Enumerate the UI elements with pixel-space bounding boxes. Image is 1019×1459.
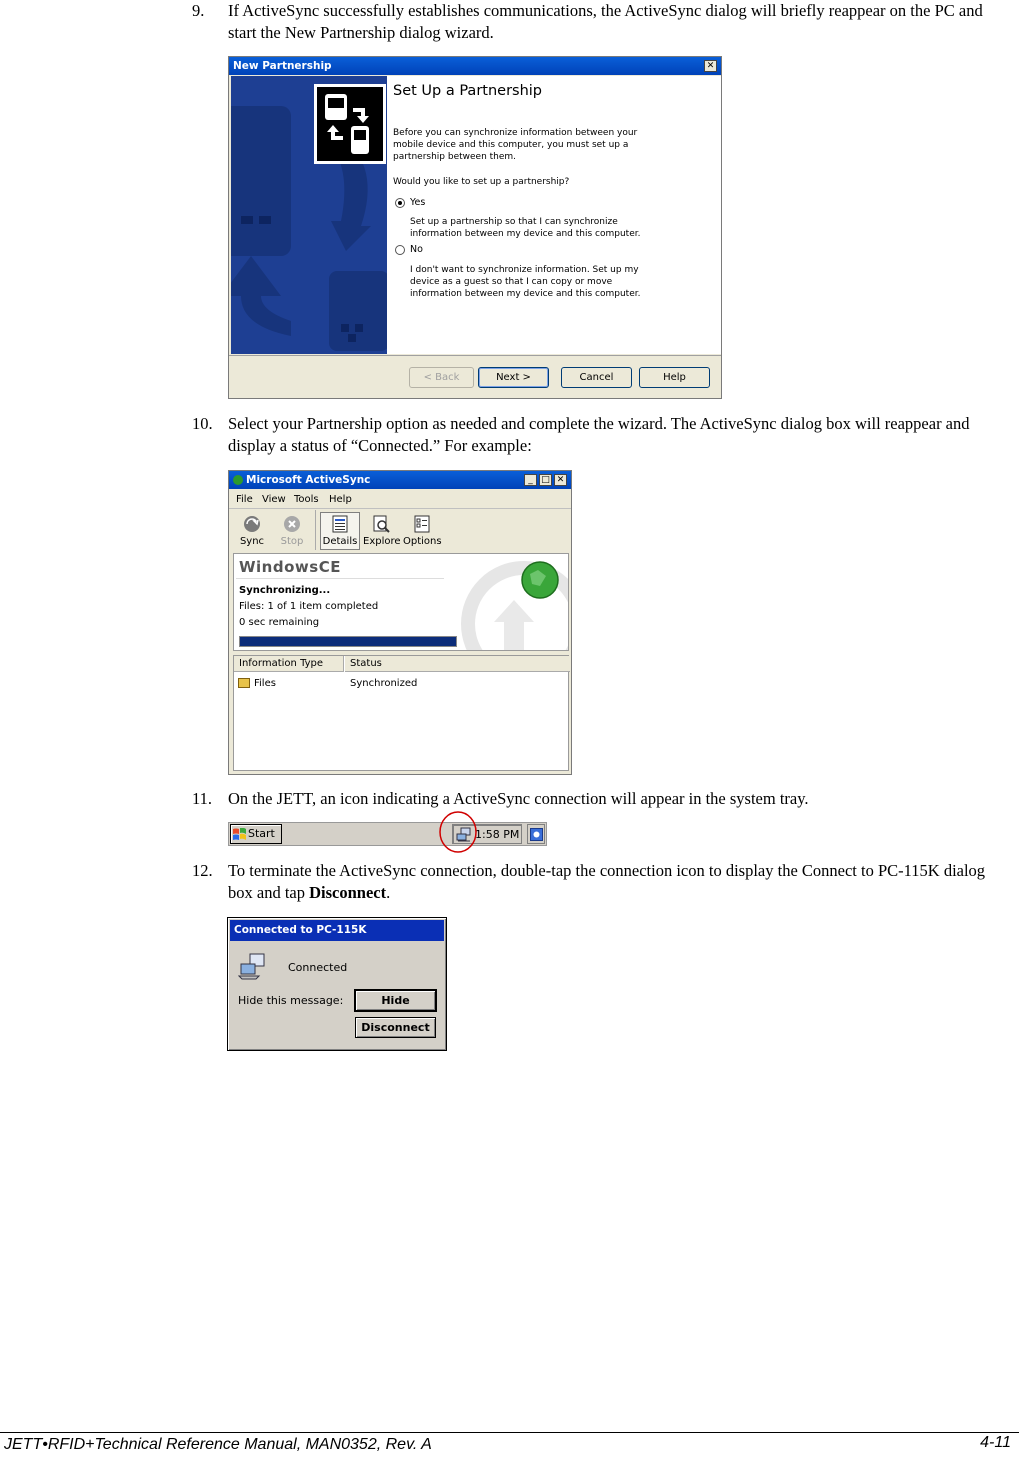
sync-watermark-icon (444, 554, 569, 651)
yes-description: Set up a partnership so that I can synchronize information between my device and this computer. (410, 217, 641, 239)
row-status: Synchronized (350, 678, 418, 689)
close-icon[interactable]: ✕ (554, 474, 567, 486)
progress-fill (240, 637, 456, 646)
sync-icon (243, 515, 261, 533)
step-number: 9. (192, 1, 205, 20)
disconnect-button[interactable]: Disconnect (355, 1017, 436, 1038)
page-number: 4-11 (980, 1434, 1011, 1451)
stop-button[interactable] (275, 513, 309, 549)
highlight-circle (438, 810, 478, 854)
step-text: Select your Partnership option as needed and complete the wizard. The ActiveSync dialog box will reappear and display a status of “Connected.” For example: (228, 414, 970, 455)
no-description: I don't want to synchronize information. Set up my device as a guest so that I can copy or move information between my device and this computer. (410, 265, 641, 299)
windows-logo-icon (233, 828, 246, 840)
divider (229, 355, 722, 356)
step-11 (192, 788, 1012, 810)
stop-label: Stop (280, 536, 304, 547)
toolbar (229, 510, 572, 552)
menu-file[interactable]: File (236, 494, 253, 505)
connected-device-icon (238, 952, 268, 980)
progress-bar (239, 636, 457, 647)
step-text-end: . (386, 883, 391, 902)
explore-button[interactable] (363, 513, 399, 549)
step-number: 11. (192, 789, 213, 808)
dialog-title: Connected to PC-115K (234, 924, 367, 936)
footer-rule (0, 1432, 1019, 1433)
sync-label: Sync (239, 536, 265, 547)
options-button[interactable] (403, 513, 441, 549)
footer-manual-title: JETT•RFID+Technical Reference Manual, MAN0352, Rev. A (4, 1436, 432, 1453)
wizard-heading: Set Up a Partnership (393, 83, 543, 99)
window-titlebar (229, 57, 721, 75)
device-name: WindowsCE (239, 558, 341, 576)
table-row[interactable] (234, 676, 570, 692)
step-number: 12. (192, 861, 213, 880)
explore-icon (372, 515, 390, 533)
step-text: If ActiveSync successfully establishes communications, the ActiveSync dialog will briefly reappear on the PC and start the New Partnership dialog wizard. (228, 1, 983, 42)
connection-status: Connected (288, 961, 348, 974)
hide-button[interactable]: Hide (355, 990, 436, 1011)
maximize-icon[interactable]: □ (539, 474, 552, 486)
hide-message-label: Hide this message: (238, 994, 344, 1007)
sync-button[interactable] (235, 513, 269, 549)
step-text: On the JETT, an icon indicating a ActiveSync connection will appear in the system tray. (228, 789, 809, 808)
start-button[interactable] (230, 824, 282, 844)
options-icon (413, 515, 431, 533)
no-radio[interactable] (395, 245, 405, 255)
step-text-part: To terminate the ActiveSync connection, double-tap the connection icon to display the Connect to PC-115K dialog box and tap (228, 861, 986, 902)
start-label: Start (248, 827, 275, 840)
divider (236, 578, 444, 579)
yes-label[interactable]: Yes (410, 197, 426, 208)
back-button[interactable]: < Back (409, 367, 474, 388)
wizard-art-panel (231, 76, 387, 354)
files-icon (238, 678, 250, 688)
window-title: Microsoft ActiveSync (246, 474, 371, 486)
status-title: Synchronizing... (239, 585, 331, 596)
details-label: Details (322, 536, 358, 547)
wizard-intro: Before you can synchronize information between your mobile device and this computer, you must set up a partnership between them. (393, 128, 638, 162)
row-type: Files (254, 678, 276, 689)
wizard-question: Would you like to set up a partnership? (393, 177, 570, 187)
menu-bar (229, 490, 572, 509)
menu-tools[interactable]: Tools (294, 494, 319, 505)
files-status: Files: 1 of 1 item completed (239, 601, 379, 612)
yes-radio[interactable] (395, 198, 405, 208)
activesync-window (228, 470, 572, 775)
menu-view[interactable]: View (262, 494, 286, 505)
step-9 (192, 0, 1012, 44)
column-header-status[interactable]: Status (345, 656, 570, 672)
device-sync-illustration (231, 76, 387, 354)
status-panel (233, 553, 569, 651)
step-text-bold: Disconnect (309, 883, 387, 902)
new-partnership-window (228, 56, 722, 399)
details-icon (331, 515, 349, 533)
menu-help[interactable]: Help (329, 494, 352, 505)
step-text (228, 860, 1012, 904)
window-titlebar (229, 471, 571, 489)
sync-list (233, 655, 569, 771)
cancel-button[interactable]: Cancel (561, 367, 632, 388)
tray-clock[interactable]: 1:58 PM (475, 828, 520, 841)
taskbar (228, 822, 547, 846)
close-icon[interactable]: ✕ (704, 60, 717, 72)
window-title: New Partnership (233, 60, 332, 72)
connected-dialog (227, 917, 447, 1051)
toolbar-separator (315, 510, 316, 550)
details-button[interactable] (320, 512, 360, 550)
step-10 (192, 413, 1012, 457)
next-button[interactable]: Next > (478, 367, 549, 388)
dialog-titlebar (230, 920, 444, 941)
explore-label: Explore (363, 536, 401, 547)
column-header-type[interactable]: Information Type (234, 656, 344, 672)
options-label: Options (403, 536, 442, 547)
help-button[interactable]: Help (639, 367, 710, 388)
step-number: 10. (192, 414, 213, 433)
minimize-icon[interactable]: _ (524, 474, 537, 486)
stop-icon (283, 515, 301, 533)
time-remaining: 0 sec remaining (239, 617, 320, 628)
activesync-icon (233, 475, 243, 485)
show-desktop-icon (530, 828, 543, 841)
desktop-button[interactable] (527, 824, 545, 844)
step-12 (192, 860, 1012, 904)
no-label[interactable]: No (410, 244, 423, 255)
wizard-content (387, 76, 721, 354)
